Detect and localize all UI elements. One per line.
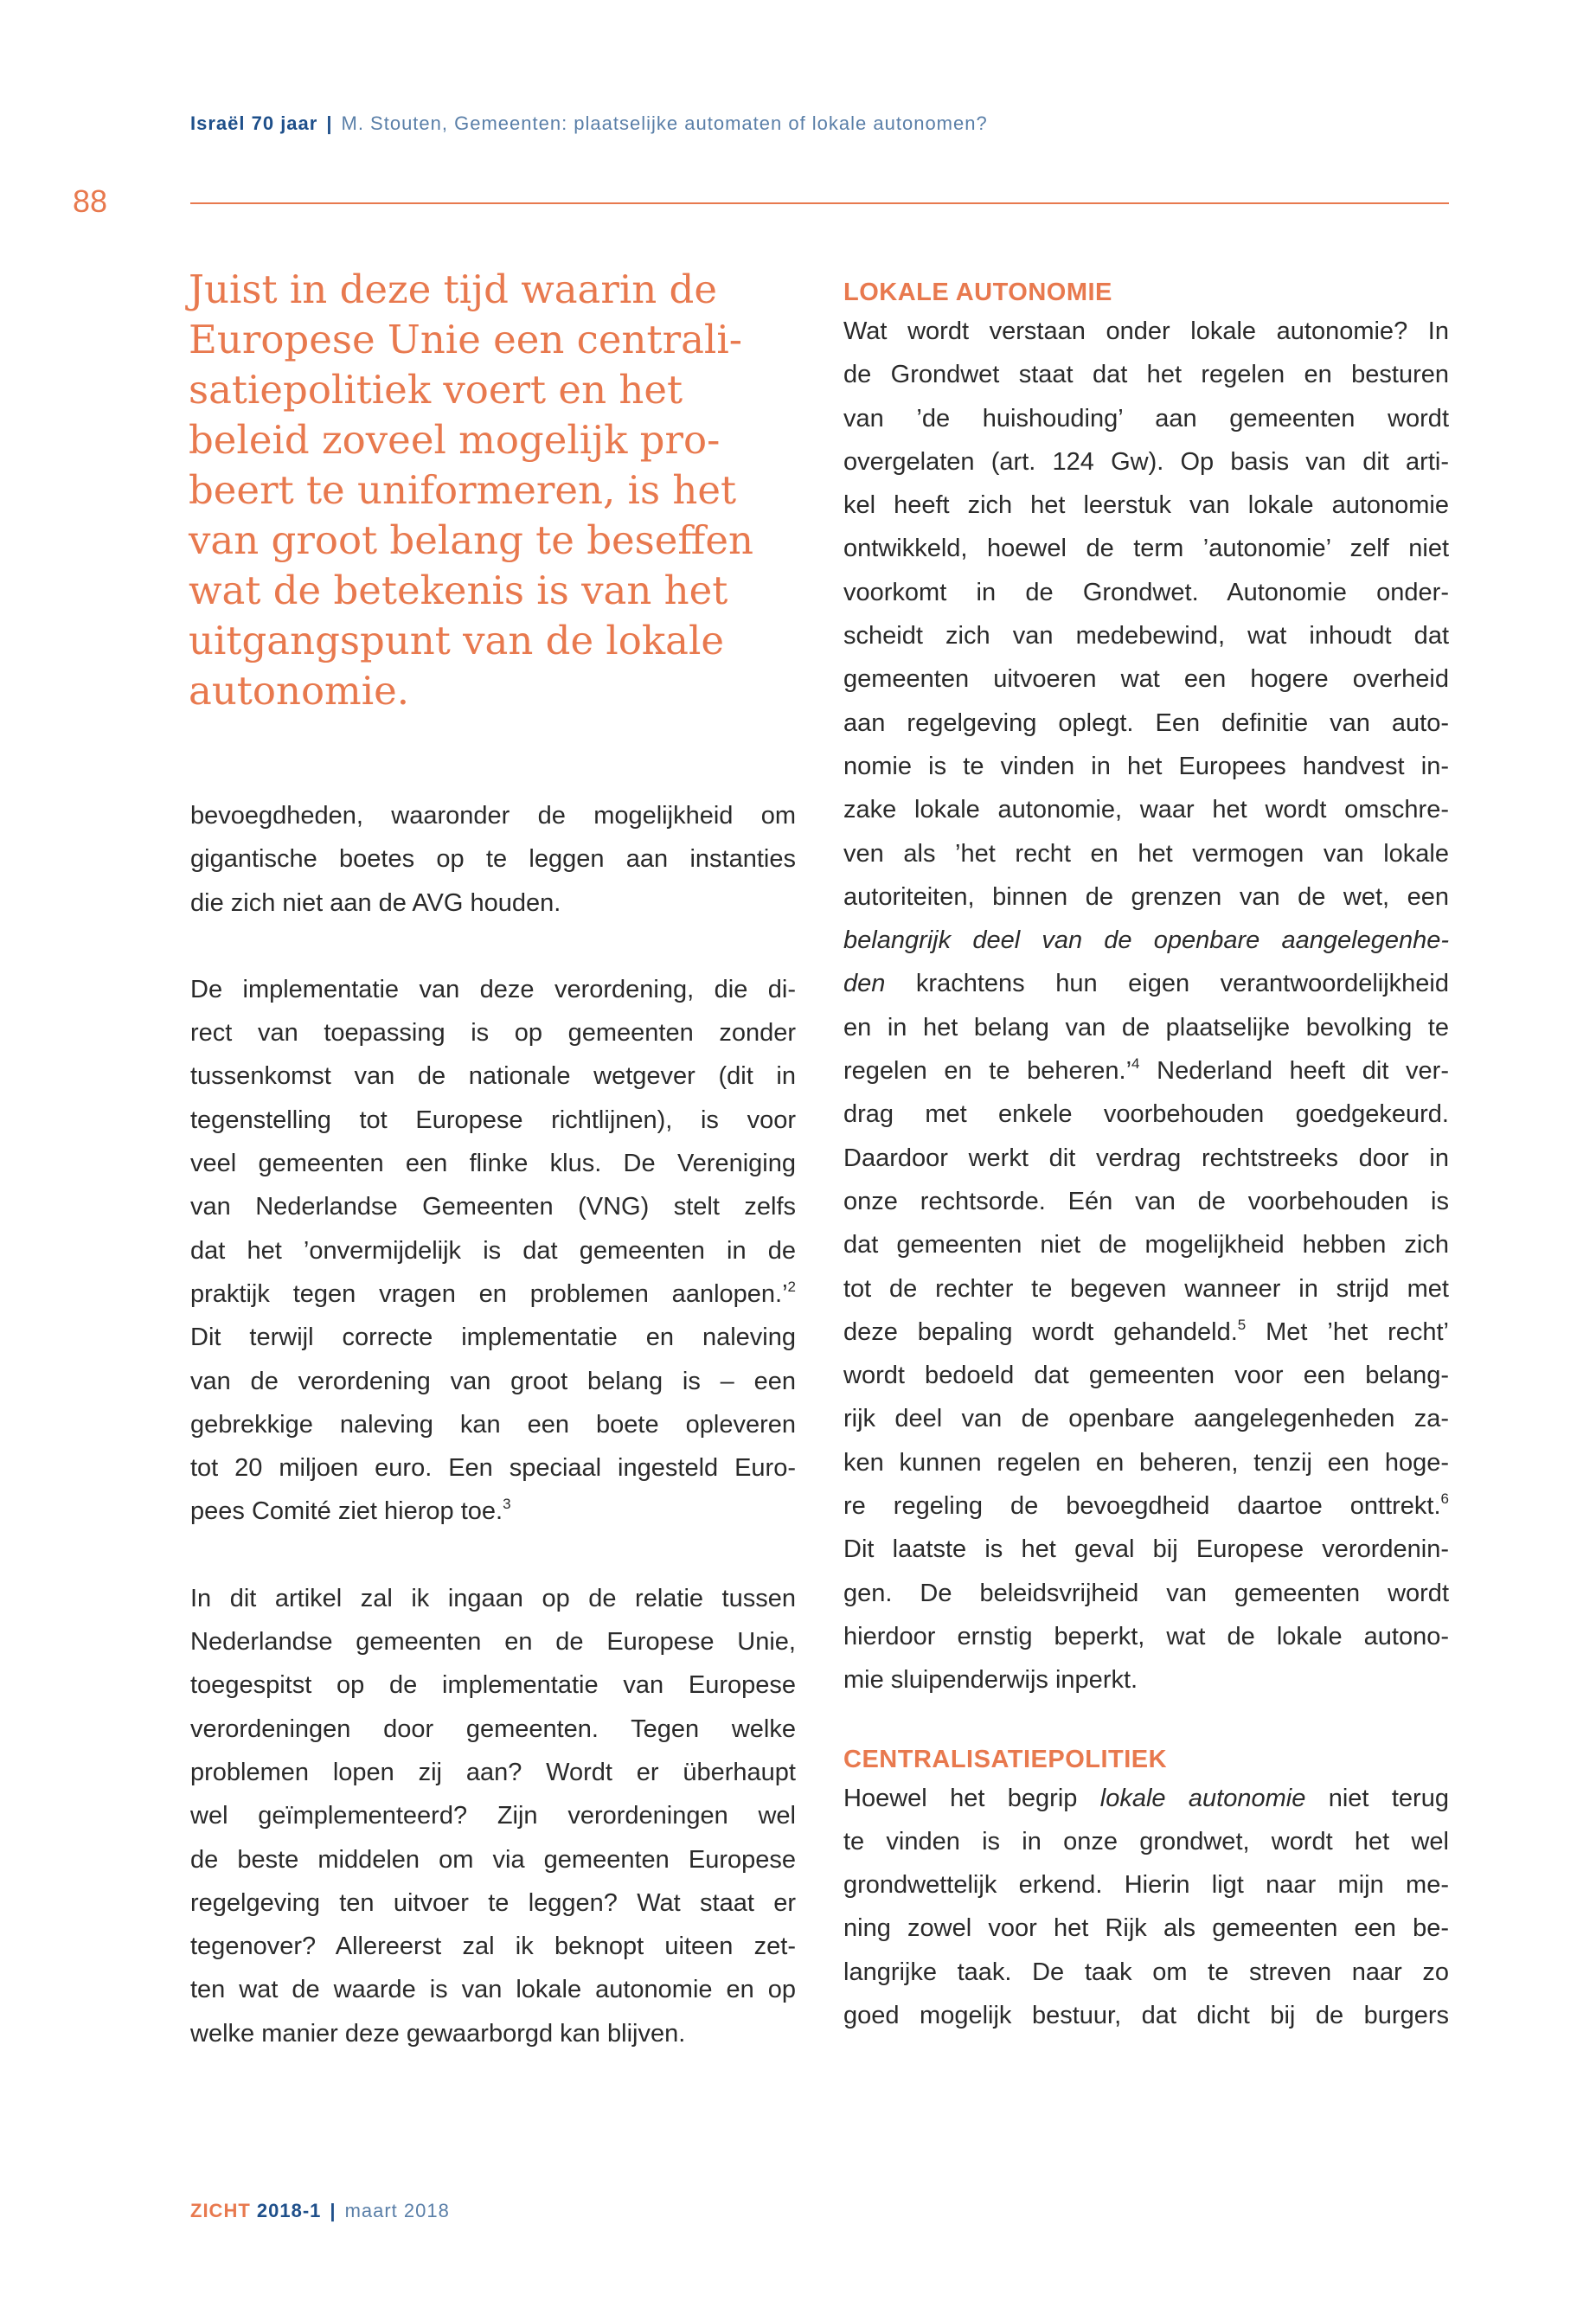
text-line: van de verordening van groot belang is – een <box>190 1367 796 1395</box>
text-line: problemen lopen zij aan? Wordt er überhaupt <box>190 1758 796 1786</box>
text-line: langrijke taak. De taak om te streven naar zo <box>843 1958 1449 1986</box>
pullquote-line: autonomie. <box>189 668 410 714</box>
text-line <box>190 1272 796 1316</box>
text-line: nomie is te vinden in het Europees handvest in- <box>843 752 1449 780</box>
text-line: dat het ’onvermijdelijk is dat gemeenten in de <box>190 1236 796 1265</box>
text-line: gebrekkige naleving kan een boete opleveren <box>190 1410 796 1439</box>
text-line: kel heeft zich het leerstuk van lokale autonomie <box>843 491 1449 520</box>
text-fragment: niet terug <box>1305 1784 1449 1812</box>
text-line: van ’de huishouding’ aan gemeenten wordt <box>843 404 1449 433</box>
text-line: dat gemeenten niet de mogelijkheid hebben zich <box>843 1231 1449 1259</box>
text-line: verordeningen door gemeenten. Tegen welke <box>190 1715 796 1743</box>
paragraph <box>190 1577 796 2055</box>
section-gap <box>843 1702 1449 1742</box>
paragraph <box>190 794 796 925</box>
text-line: regelgeving ten uitvoer te leggen? Wat staat er <box>190 1888 796 1917</box>
footnote-2: 2 <box>787 1278 796 1295</box>
text-line: ning zowel voor het Rijk als gemeenten een be- <box>843 1914 1449 1943</box>
text-fragment: deze bepaling wordt gehandeld. <box>843 1317 1238 1346</box>
page-number: 88 <box>73 183 108 219</box>
text-line: hierdoor ernstig beperkt, wat de lokale autono- <box>843 1622 1449 1650</box>
text-line: bevoegdheden, waaronder de mogelijkheid om <box>190 802 796 830</box>
paragraph <box>843 1777 1449 2038</box>
text-line: Wat wordt verstaan onder lokale autonomie? In <box>843 317 1449 345</box>
text-line: aan regelgeving oplegt. Een definitie van auto- <box>843 708 1449 737</box>
text-line: de beste middelen om via gemeenten Europese <box>190 1845 796 1874</box>
footnote-3: 3 <box>503 1496 511 1513</box>
footnote-5: 5 <box>1237 1316 1247 1333</box>
running-header <box>190 112 988 135</box>
pullquote-line: beert te uniformeren, is het <box>189 467 737 513</box>
text-line: Dit laatste is het geval bij Europese verordenin- <box>843 1535 1449 1564</box>
text-line: tot de rechter te begeven wanneer in strijd met <box>843 1274 1449 1303</box>
text-line: tegenstelling tot Europese richtlijnen), is voor <box>190 1106 796 1134</box>
text-line: Dit terwijl correcte implementatie en naleving <box>190 1324 796 1352</box>
italic-text: den <box>843 970 886 998</box>
text-line <box>190 1490 796 1533</box>
text-line: onze rechtsorde. Eén van de voorbehouden is <box>843 1187 1449 1215</box>
pullquote-line: Europese Unie een centrali- <box>189 317 742 362</box>
journal-title: Israël 70 jaar <box>190 112 318 134</box>
text-line: overgelaten (art. 124 Gw). Op basis van dit arti- <box>843 447 1449 476</box>
text-line: ten wat de waarde is van lokale autonomie en op <box>190 1976 796 2004</box>
text-line: In dit artikel zal ik ingaan op de relatie tussen <box>190 1584 796 1612</box>
text-line <box>843 1777 1449 1820</box>
text-line: voorkomt in de Grondwet. Autonomie onder- <box>843 578 1449 606</box>
text-fragment: Nederland heeft dit ver- <box>1139 1057 1449 1086</box>
pullquote-line: satiepolitiek voert en het <box>189 367 683 413</box>
text-line: gemeenten uitvoeren wat een hogere overheid <box>843 665 1449 694</box>
footer-issue: 2018-1 <box>256 2200 322 2221</box>
pullquote-line: beleid zoveel mogelijk pro- <box>189 417 721 463</box>
text-line: De implementatie van deze verordening, die di- <box>190 975 796 1003</box>
text-line: welke manier deze gewaarborgd kan blijven. <box>190 2019 686 2048</box>
text-line: en in het belang van de plaatselijke bevolking te <box>843 1013 1449 1042</box>
text-fragment: krachtens hun eigen verantwoordelijkheid <box>885 970 1449 998</box>
text-line: Nederlandse gemeenten en de Europese Unie, <box>190 1628 796 1657</box>
text-fragment: Met ’het recht’ <box>1246 1317 1449 1346</box>
text-fragment: pees Comité ziet hierop toe. <box>190 1497 503 1526</box>
footnote-4: 4 <box>1131 1055 1140 1073</box>
header-separator: | <box>326 112 333 134</box>
text-line: ken kunnen regelen en beheren, tenzij een hoge- <box>843 1448 1449 1477</box>
text-line: gigantische boetes op te leggen aan instanties <box>190 845 796 874</box>
text-fragment: praktijk tegen vragen en problemen aanlopen.’ <box>190 1279 788 1308</box>
text-fragment: re regeling de bevoegdheid daartoe onttrekt. <box>843 1492 1441 1521</box>
footer-separator: | <box>330 2200 337 2221</box>
text-line: mie sluipenderwijs inperkt. <box>843 1666 1138 1695</box>
text-line <box>843 1049 1449 1093</box>
text-line <box>843 919 1449 962</box>
text-line: gen. De beleidsvrijheid van gemeenten wordt <box>843 1579 1449 1607</box>
text-line: rect van toepassing is op gemeenten zonder <box>190 1019 796 1048</box>
text-fragment: Hoewel het begrip <box>843 1784 1100 1812</box>
footer-date: maart 2018 <box>344 2200 450 2221</box>
right-column <box>843 275 1449 2037</box>
paragraph <box>843 310 1449 1702</box>
header-rule <box>190 202 1449 204</box>
text-line: wel geïmplementeerd? Zijn verordeningen wel <box>190 1802 796 1830</box>
text-line: autoriteiten, binnen de grenzen van de wet, een <box>843 882 1449 911</box>
text-line: toegespitst op de implementatie van Europese <box>190 1671 796 1700</box>
text-line: goed mogelijk bestuur, dat dicht bij de burgers <box>843 2001 1449 2029</box>
text-line: veel gemeenten een flinke klus. De Vereniging <box>190 1150 796 1178</box>
text-line: tot 20 miljoen euro. Een speciaal ingesteld Euro- <box>190 1454 796 1483</box>
section-heading-lokale-autonomie: LOKALE AUTONOMIE <box>843 279 1112 306</box>
pullquote-line: uitgangspunt van de lokale <box>189 618 725 663</box>
italic-text: lokale autonomie <box>1099 1784 1306 1812</box>
page-footer <box>190 2200 450 2222</box>
footer-brand: ZICHT <box>190 2200 251 2221</box>
footnote-6: 6 <box>1440 1490 1449 1508</box>
pull-quote <box>189 265 794 716</box>
section-heading-centralisatiepolitiek: CENTRALISATIEPOLITIEK <box>843 1745 1168 1773</box>
text-line: die zich niet aan de AVG houden. <box>190 888 561 917</box>
text-line: de Grondwet staat dat het regelen en besturen <box>843 361 1449 389</box>
pullquote-line: van groot belang te beseffen <box>189 517 753 563</box>
text-line: zake lokale autonomie, waar het wordt omschre- <box>843 796 1449 824</box>
text-line: drag met enkele voorbehouden goedgekeurd. <box>843 1100 1449 1129</box>
pullquote-line: wat de betekenis is van het <box>189 567 728 613</box>
text-line: wordt bedoeld dat gemeenten voor een belang- <box>843 1362 1449 1390</box>
text-fragment: regelen en te beheren.’ <box>843 1057 1132 1086</box>
text-line: ven als ’het recht en het vermogen van lokale <box>843 839 1449 868</box>
text-line <box>843 962 1449 1005</box>
text-line: tegenover? Allereerst zal ik beknopt uiteen zet- <box>190 1932 796 1961</box>
text-line: van Nederlandse Gemeenten (VNG) stelt zelfs <box>190 1193 796 1221</box>
left-column <box>190 794 796 2055</box>
paragraph <box>190 968 796 1534</box>
article-title: M. Stouten, Gemeenten: plaatselijke automaten of lokale autonomen? <box>341 112 988 134</box>
text-line: grondwettelijk erkend. Hierin ligt naar mijn me- <box>843 1871 1449 1900</box>
italic-text: belangrijk deel van de openbare aangelegenhe- <box>843 926 1449 955</box>
text-line: Daardoor werkt dit verdrag rechtstreeks door in <box>843 1144 1449 1172</box>
text-line <box>843 1484 1449 1528</box>
text-line: te vinden is in onze grondwet, wordt het wel <box>843 1827 1449 1856</box>
pullquote-line: Juist in deze tijd waarin de <box>189 266 717 312</box>
text-line <box>843 1311 1449 1354</box>
text-line: rijk deel van de openbare aangelegenheden za- <box>843 1405 1449 1433</box>
text-line: ontwikkeld, hoewel de term ’autonomie’ zelf niet <box>843 535 1449 563</box>
text-line: tussenkomst van de nationale wetgever (dit in <box>190 1062 796 1091</box>
text-line: scheidt zich van medebewind, wat inhoudt dat <box>843 622 1449 651</box>
